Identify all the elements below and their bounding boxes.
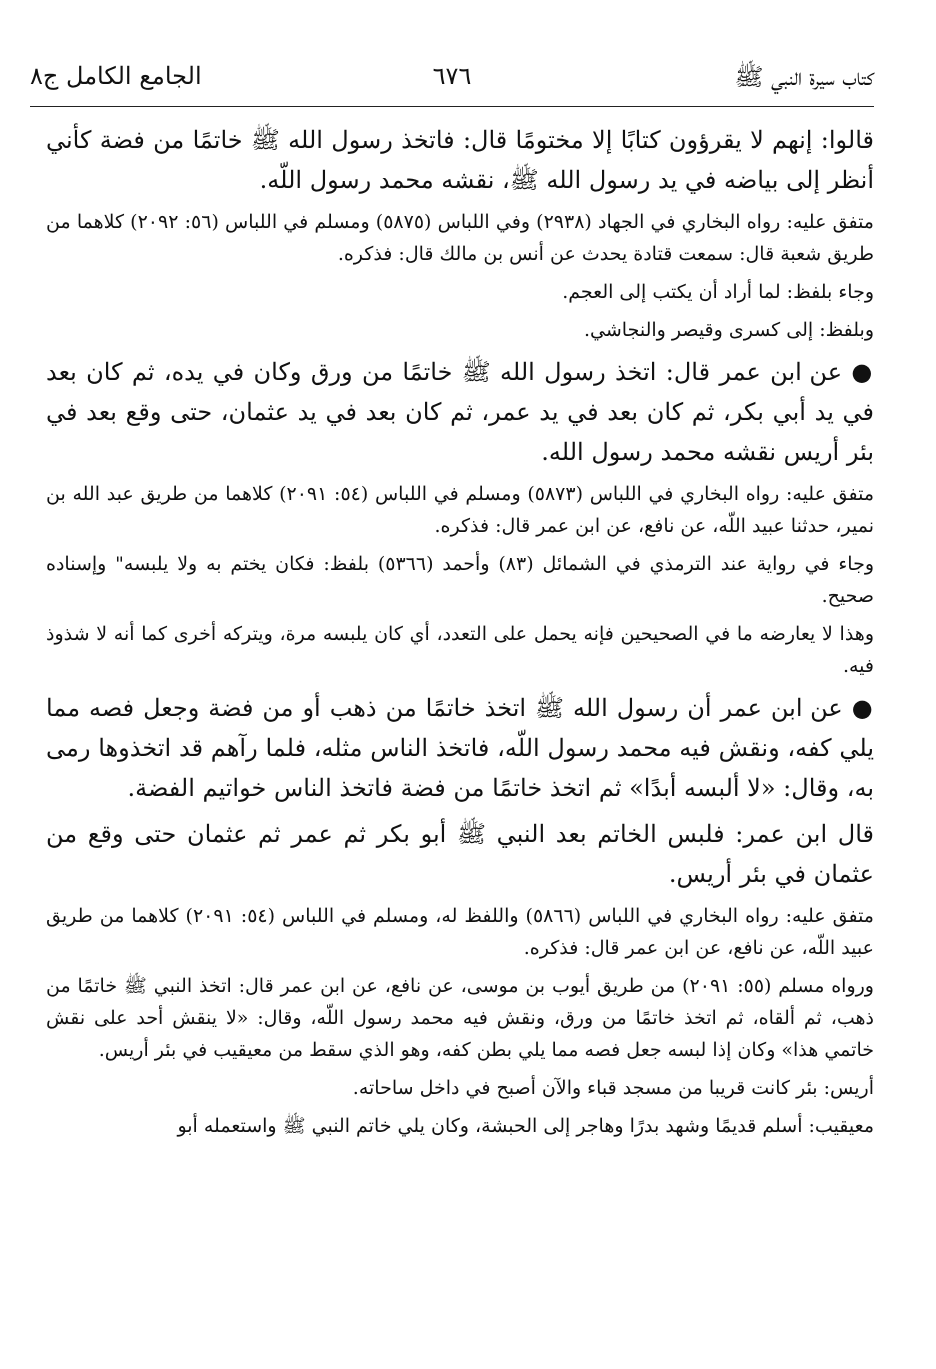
book-title: كتاب سيرة النبي ﷺ [734, 63, 874, 91]
hadith-text: قالوا: إنهم لا يقرؤون كتابًا إلا مختومًا قال: فاتخذ رسول الله ﷺ خاتمًا من فضة كأني أنظر إلى بياضه في يد رسول الله ﷺ، نقشه محمد رسول اللّه. [46, 126, 874, 194]
page-number: ٦٧٦ [432, 62, 472, 90]
narration-variant: وبلفظ: إلى كسرى وقيصر والنجاشي. [584, 319, 874, 341]
hadith-text: قال ابن عمر: فلبس الخاتم بعد النبي ﷺ أبو بكر ثم عمر ثم عثمان حتى وقع من عثمان في بئر أريس. [46, 820, 874, 888]
takhrij-note: ورواه مسلم (٥٥: ٢٠٩١) من طريق أيوب بن موسى، عن نافع، عن ابن عمر قال: اتخذ النبي ﷺ خاتمًا من ذهب، ثم ألقاه، ثم اتخذ خاتمًا من ورق، ونقش فيه محمد رسول اللّه، وقال: «لا ينقش أحد على نقش خاتمي هذا» وكان إذا لبسه جعل فصه مما يلي بطن كفه، وهو الذي سقط من معيقيب في بئر أريس. [46, 975, 874, 1061]
glossary-note: أريس: بئر كانت قريبا من مسجد قباء والآن أصبح في داخل ساحاته. [352, 1077, 874, 1099]
hadith-body: عن ابن عمر أن رسول الله ﷺ اتخذ خاتمًا من ذهب أو من فضة وجعل فصه مما يلي كفه، ونقش فيه محمد رسول اللّه، فاتخذ الناس مثله، فلما رآهم قد اتخذوها رمى به، وقال: «لا ألبسه أبدًا» ثم اتخذ خاتمًا من فضة فاتخذ الناس خواتيم الفضة. [46, 694, 874, 802]
takhrij-note: متفق عليه: رواه البخاري في اللباس (٥٨٧٣) ومسلم في اللباس (٥٤: ٢٠٩١) كلاهما من طريق عبد الله بن نمير، حدثنا عبيد اللّه، عن نافع، عن ابن عمر قال: فذكره. [46, 483, 874, 537]
page-header [30, 58, 874, 98]
commentary: وهذا لا يعارضه ما في الصحيحين فإنه يحمل على التعدد، أي كان يلبسه مرة، ويتركه أخرى كما أنه لا شذوذ فيه. [46, 623, 874, 677]
takhrij-note: متفق عليه: رواه البخاري في الجهاد (٢٩٣٨) وفي اللباس (٥٨٧٥) ومسلم في اللباس (٥٦: ٢٠٩٢) كلاهما من طريق شعبة قال: سمعت قتادة يحدث عن أنس بن مالك قال: فذكره. [46, 211, 874, 265]
bullet-icon: ● [851, 358, 874, 386]
narration-variant: وجاء بلفظ: لما أراد أن يكتب إلى العجم. [562, 281, 874, 303]
takhrij-note: متفق عليه: رواه البخاري في اللباس (٥٨٦٦) واللفظ له، ومسلم في اللباس (٥٤: ٢٠٩١) كلاهما من طريق عبيد اللّه، عن نافع، عن ابن عمر قال: فذكره. [46, 905, 874, 959]
hadith-text [46, 352, 874, 472]
glossary-note: معيقيب: أسلم قديمًا وشهد بدرًا وهاجر إلى الحبشة، وكان يلي خاتم النبي ﷺ واستعمله أبو [177, 1115, 874, 1137]
bullet-icon: ● [851, 694, 874, 722]
hadith-text [46, 688, 874, 808]
narration-variant: وجاء في رواية عند الترمذي في الشمائل (٨٣) وأحمد (٥٣٦٦) بلفظ: فكان يختم به ولا يلبسه" وإسناده صحيح. [46, 553, 874, 607]
volume-title: الجامع الكامل ج٨ [30, 62, 202, 90]
hadith-body: عن ابن عمر قال: اتخذ رسول الله ﷺ خاتمًا من ورق وكان في يده، ثم كان بعد في يد أبي بكر، ثم كان بعد في يد عمر، ثم كان بعد في يد عثمان، حتى وقع بعد في بئر أريس نقشه محمد رسول الله. [46, 358, 874, 466]
page-body [46, 120, 874, 1148]
header-rule [30, 106, 874, 107]
